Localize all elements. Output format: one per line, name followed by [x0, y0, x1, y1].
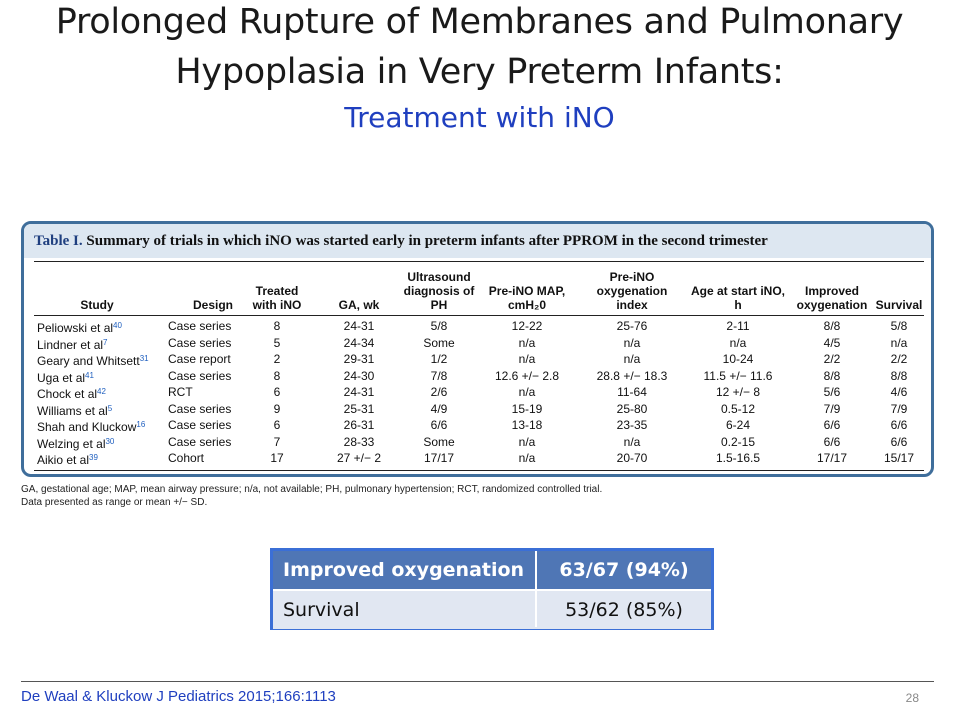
cell-map [482, 384, 572, 401]
cell-map-text: n/a [518, 352, 536, 366]
cell-ultrasound [400, 450, 478, 467]
cell-survival [874, 384, 924, 401]
cell-treated-text: 7 [273, 434, 281, 449]
table-body [34, 318, 924, 467]
table-row [34, 384, 924, 401]
cell-study-text: Williams et al [37, 403, 108, 418]
cell-ultrasound-text: 4/9 [430, 401, 448, 416]
cell-design-text: Case series [168, 335, 232, 350]
cell-map-text: 12.6 +/− 2.8 [494, 368, 560, 383]
cell-study-text: Aikio et al [37, 453, 90, 467]
cell-oi [582, 318, 682, 335]
cell-age-text: 10-24 [722, 352, 754, 366]
cell-treated-text: 8 [273, 319, 281, 333]
cell-treated-text: 17 [270, 451, 284, 465]
cell-age-text: 0.5-12 [720, 401, 756, 416]
cell-ga-text: 24-34 [343, 335, 375, 350]
reference-number: 41 [85, 370, 94, 380]
cell-ultrasound-text: 5/8 [430, 319, 448, 333]
cell-age [688, 450, 788, 467]
cell-survival-text: n/a [890, 335, 908, 350]
summary-row-survival [273, 591, 711, 629]
cell-survival-text: 2/2 [890, 352, 908, 366]
summary-label: Improved oxygenation [283, 559, 525, 581]
cell-ga [322, 401, 396, 418]
cell-age-text: 2-11 [726, 319, 750, 333]
cell-ultrasound-text: 17/17 [423, 451, 455, 465]
cell-design [168, 368, 258, 385]
cell-design-text: Case series [168, 368, 232, 383]
cell-improved-text: 5/6 [823, 385, 841, 399]
cell-improved [792, 384, 872, 401]
cell-treated [252, 450, 302, 467]
cell-map [482, 351, 572, 368]
cell-improved-text: 4/5 [823, 335, 841, 350]
reference-number: 7 [103, 337, 108, 347]
reference-number: 31 [139, 354, 149, 363]
cell-map-text: 13-18 [511, 418, 543, 432]
cell-improved-text: 8/8 [823, 368, 841, 383]
summary-row-oxygenation [273, 551, 711, 589]
cell-oi-text: 28.8 +/− 18.3 [596, 368, 668, 383]
header-treated: Treated with iNO [252, 284, 302, 312]
cell-oi-text: n/a [623, 434, 641, 449]
cell-ga [322, 434, 396, 451]
cell-study-text: Uga et al [37, 370, 86, 385]
cell-ga-text: 24-31 [343, 319, 375, 333]
cell-oi [582, 335, 682, 352]
cell-age-text: 11.5 +/− 11.6 [703, 368, 773, 383]
cell-survival [874, 351, 924, 368]
footnote-line-1: GA, gestational age; MAP, mean airway pressure; n/a, not available; PH, pulmonary hypertension; RCT, randomized controlled trial. [21, 484, 603, 495]
cell-oi [582, 401, 682, 418]
cell-improved-text: 7/9 [823, 401, 841, 416]
cell-treated-text: 9 [273, 401, 281, 416]
cell-improved [792, 318, 872, 335]
table-row [34, 434, 924, 451]
cell-ga-text: 28-33 [343, 434, 375, 449]
cell-treated [252, 318, 302, 335]
cell-age [688, 417, 788, 434]
footer-rule [21, 681, 934, 682]
cell-study-text: Peliowski et al [37, 321, 114, 335]
table-caption-label: Table I. [34, 233, 83, 249]
cell-improved [792, 335, 872, 352]
cell-study-text: Lindner et al [37, 337, 104, 352]
cell-improved-text: 6/6 [823, 434, 841, 449]
cell-ga-text: 26-31 [343, 418, 375, 432]
cell-map [482, 434, 572, 451]
cell-map [482, 335, 572, 352]
cell-treated-text: 8 [273, 368, 281, 383]
cell-oi-text: n/a [623, 335, 641, 350]
cell-oi [582, 368, 682, 385]
cell-oi [582, 384, 682, 401]
cell-map [482, 417, 572, 434]
reference-number: 42 [97, 387, 106, 396]
cell-treated-text: 6 [273, 385, 281, 399]
cell-design [168, 450, 258, 467]
cell-age-text: 0.2-15 [720, 434, 756, 449]
citation: De Waal & Kluckow J Pediatrics 2015;166:1113 [21, 688, 336, 705]
cell-map-text: n/a [518, 451, 536, 465]
cell-map [482, 318, 572, 335]
header-map: Pre-iNO MAP, cmH₂0 [488, 284, 566, 312]
table-row [34, 417, 924, 434]
cell-ga-text: 29-31 [343, 352, 375, 366]
title-line-2: Hypoplasia in Very Preterm Infants: [175, 52, 784, 92]
header-design: Design [192, 298, 233, 312]
cell-ga-text: 25-31 [343, 401, 375, 416]
cell-ultrasound-text: Some [423, 434, 455, 449]
cell-ultrasound [400, 335, 478, 352]
table-top-rule [34, 261, 924, 262]
cell-oi [582, 450, 682, 467]
cell-ga [322, 450, 396, 467]
table-caption [24, 224, 931, 258]
cell-improved-text: 8/8 [823, 319, 841, 333]
cell-oi [582, 417, 682, 434]
cell-oi-text: n/a [623, 352, 641, 366]
reference-number: 16 [136, 420, 146, 429]
table-row [34, 318, 924, 335]
cell-ga-text: 27 +/− 2 [336, 451, 382, 465]
cell-survival [874, 434, 924, 451]
cell-ga [322, 368, 396, 385]
cell-age-text: 12 +/− 8 [715, 385, 761, 399]
table-row [34, 351, 924, 368]
cell-survival [874, 335, 924, 352]
cell-ga-text: 24-30 [343, 368, 375, 383]
cell-ultrasound [400, 401, 478, 418]
cell-treated-text: 5 [273, 335, 281, 350]
cell-ga [322, 318, 396, 335]
slide-subtitle: Treatment with iNO [344, 101, 615, 134]
cell-treated-text: 2 [273, 352, 281, 366]
header-ultrasound: Ultrasound diagnosis of PH [403, 270, 475, 312]
cell-ultrasound [400, 384, 478, 401]
cell-age [688, 368, 788, 385]
cell-design [168, 318, 258, 335]
cell-age-text: 6-24 [725, 418, 751, 432]
cell-ga [322, 384, 396, 401]
cell-survival [874, 318, 924, 335]
cell-oi [582, 434, 682, 451]
cell-improved [792, 401, 872, 418]
cell-treated [252, 335, 302, 352]
table-row [34, 368, 924, 385]
cell-improved [792, 450, 872, 467]
summary-label: Survival [283, 599, 360, 621]
cell-map [482, 450, 572, 467]
cell-improved [792, 351, 872, 368]
table-row [34, 450, 924, 467]
cell-design [168, 401, 258, 418]
summary-value: 53/62 (85%) [565, 599, 683, 621]
cell-map-text: n/a [518, 434, 536, 449]
cell-design [168, 434, 258, 451]
cell-design [168, 351, 258, 368]
cell-survival [874, 450, 924, 467]
cell-ultrasound-text: 7/8 [430, 368, 448, 383]
cell-age [688, 351, 788, 368]
cell-ga [322, 335, 396, 352]
trials-table [21, 221, 934, 477]
cell-oi-text: 25-76 [616, 319, 648, 333]
header-age: Age at start iNO, h [690, 284, 786, 312]
header-survival: Survival [875, 298, 923, 312]
table-header [34, 264, 924, 314]
cell-oi-text: 20-70 [616, 451, 648, 465]
cell-treated [252, 368, 302, 385]
table-bottom-rule [34, 470, 924, 471]
cell-treated [252, 384, 302, 401]
cell-improved-text: 2/2 [823, 352, 841, 366]
table-row [34, 335, 924, 352]
cell-design-text: Case series [168, 319, 232, 333]
cell-improved [792, 434, 872, 451]
page-number: 28 [905, 691, 919, 705]
summary-row-divider [273, 589, 711, 591]
cell-study-text: Shah and Kluckow [37, 420, 137, 434]
cell-treated [252, 401, 302, 418]
cell-age [688, 384, 788, 401]
cell-survival-text: 5/8 [890, 319, 908, 333]
reference-number: 39 [89, 453, 98, 462]
cell-survival-text: 8/8 [890, 368, 908, 383]
cell-design-text: Case series [168, 401, 232, 416]
cell-map-text: n/a [518, 335, 536, 350]
cell-survival-text: 7/9 [890, 401, 908, 416]
cell-ga [322, 417, 396, 434]
cell-map-text: 12-22 [511, 319, 543, 333]
cell-ultrasound-text: 6/6 [430, 418, 448, 432]
cell-ultrasound [400, 434, 478, 451]
cell-survival-text: 4/6 [890, 385, 908, 399]
cell-survival-text: 15/17 [883, 451, 915, 465]
cell-ultrasound [400, 318, 478, 335]
cell-improved-text: 17/17 [816, 451, 848, 465]
header-oxygenation-index: Pre-iNO oxygenation index [596, 270, 668, 312]
cell-treated [252, 434, 302, 451]
cell-ga [322, 351, 396, 368]
cell-design-text: Case report [168, 352, 231, 366]
cell-ultrasound [400, 368, 478, 385]
cell-study [37, 450, 157, 469]
reference-number: 5 [107, 403, 113, 413]
cell-oi-text: 23-35 [616, 418, 648, 432]
cell-age-text: n/a [729, 335, 747, 350]
cell-survival-text: 6/6 [890, 418, 908, 432]
cell-age [688, 401, 788, 418]
cell-design-text: Case series [168, 434, 232, 449]
cell-survival-text: 6/6 [890, 434, 908, 449]
cell-ultrasound [400, 351, 478, 368]
table-caption-text: Summary of trials in which iNO was started early in preterm infants after PPROM in the second trimester [86, 233, 768, 249]
cell-treated [252, 417, 302, 434]
cell-ultrasound-text: 1/2 [430, 352, 448, 366]
cell-improved-text: 6/6 [823, 418, 841, 432]
header-improved: Improved oxygenation [796, 284, 868, 312]
cell-oi-text: 11-64 [617, 385, 647, 399]
cell-design-text: Cohort [168, 451, 205, 465]
reference-number: 30 [105, 436, 115, 446]
cell-improved [792, 417, 872, 434]
table-header-rule [34, 315, 924, 316]
cell-design [168, 417, 258, 434]
cell-age [688, 335, 788, 352]
cell-improved [792, 368, 872, 385]
cell-ultrasound-text: 2/6 [430, 385, 448, 399]
cell-treated-text: 6 [273, 418, 281, 432]
cell-ultrasound [400, 417, 478, 434]
header-ga: GA, wk [338, 298, 380, 312]
title-line-1: Prolonged Rupture of Membranes and Pulmonary [55, 2, 904, 42]
reference-number: 40 [113, 321, 122, 330]
cell-age [688, 318, 788, 335]
cell-map [482, 401, 572, 418]
summary-table [270, 548, 714, 630]
cell-survival [874, 417, 924, 434]
cell-map [482, 368, 572, 385]
cell-age-text: 1.5-16.5 [715, 451, 761, 465]
cell-study-text: Geary and Whitsett [37, 354, 140, 368]
cell-design-text: RCT [168, 385, 193, 399]
cell-age [688, 434, 788, 451]
summary-value: 63/67 (94%) [559, 559, 689, 581]
header-study: Study [80, 298, 114, 312]
cell-design-text: Case series [168, 418, 232, 432]
cell-treated [252, 351, 302, 368]
cell-oi-text: 25-80 [616, 401, 648, 416]
cell-design [168, 335, 258, 352]
cell-oi [582, 351, 682, 368]
table-footnote [21, 483, 602, 509]
cell-design [168, 384, 258, 401]
cell-ultrasound-text: Some [423, 335, 455, 350]
cell-study-text: Chock et al [37, 387, 98, 401]
cell-survival [874, 401, 924, 418]
cell-survival [874, 368, 924, 385]
cell-map-text: 15-19 [511, 401, 543, 416]
cell-ga-text: 24-31 [343, 385, 375, 399]
cell-map-text: n/a [518, 385, 536, 399]
footnote-line-2: Data presented as range or mean +/− SD. [21, 497, 208, 508]
table-row [34, 401, 924, 418]
cell-study-text: Welzing et al [37, 436, 106, 451]
